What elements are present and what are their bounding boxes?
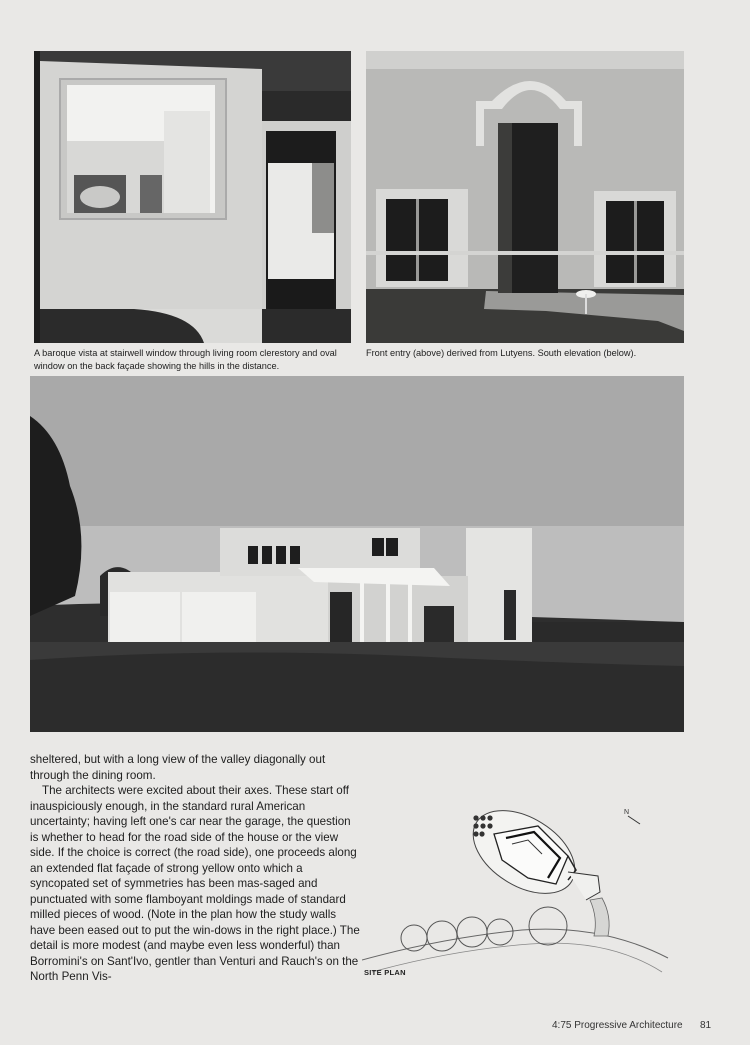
page-number: 81 — [700, 1020, 712, 1031]
entry-caption: Front entry (above) derived from Lutyens. South elevation (below). — [366, 348, 637, 358]
site-plan-drawing — [362, 760, 684, 982]
south-elevation-photo — [30, 376, 684, 732]
stairwell-caption: A baroque vista at stairwell window through living room clerestory and oval window on the back façade showing the hills in the distance. — [34, 348, 337, 371]
article-body — [30, 752, 360, 985]
north-arrow-label: N — [624, 809, 630, 816]
folio: 4:75 Progressive Architecture — [552, 1020, 683, 1031]
site-plan-label: SITE PLAN — [364, 968, 406, 977]
stairwell-photo — [34, 51, 351, 343]
article-paragraph: sheltered, but with a long view of the valley diagonally out through the dining room. — [30, 753, 326, 782]
front-entry-photo — [366, 51, 684, 343]
article-paragraph: The architects were excited about their axes. These start off inauspiciously enough, in the standard rural American uncertainty; having left one's car near the garage, the question is whether to head for the road side of the house or the view side. If the choice is correct (the road side), one proceeds along an extended flat façade of strong yellow onto which a syncopated set of symmetries has been mas-saged and punctuated with some flamboyant moldings made of standard milled pieces of wood. (Note in the plan how the study walls have been eased out to put the win-dows in the right place.) The detail is more modest (and maybe even less wonderful) than Borromini's on Sant'Ivo, gentler than Venturi and Rauch's on the North Penn Vis- — [30, 784, 360, 983]
